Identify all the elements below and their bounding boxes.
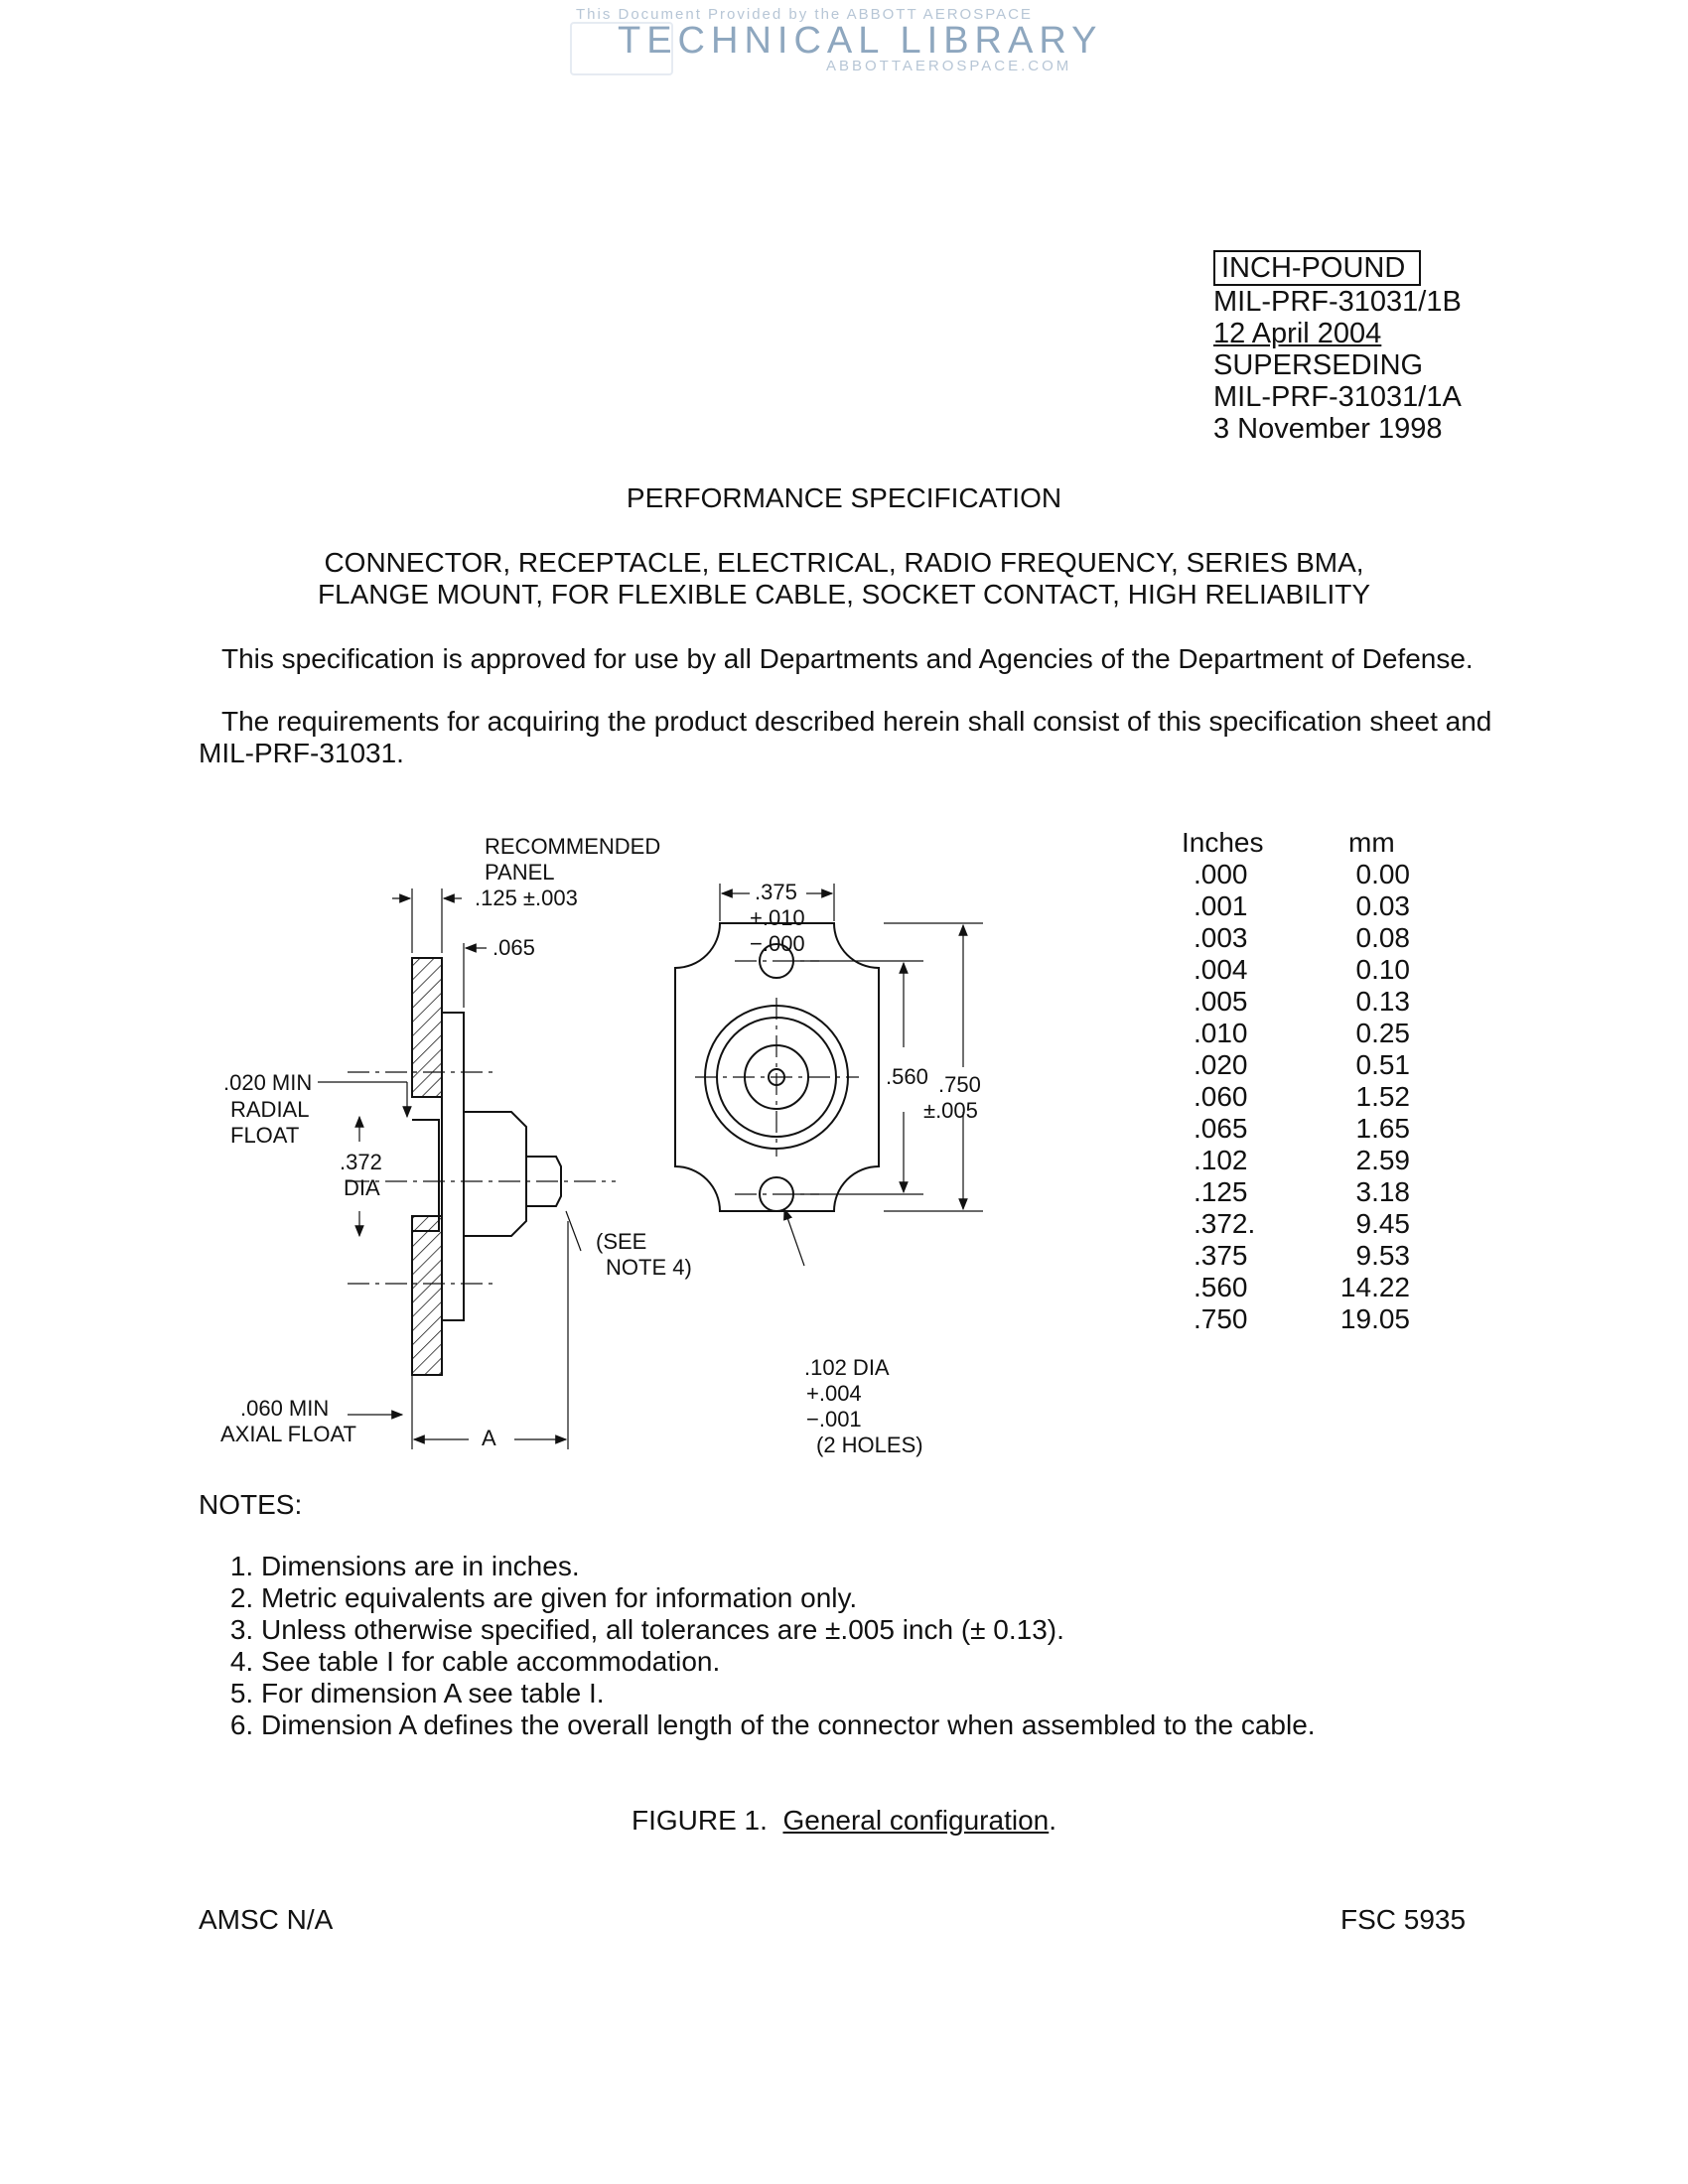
caption-prefix: FIGURE 1. [632, 1805, 768, 1836]
panel-lower [412, 1216, 442, 1375]
inches-value: .750 [1194, 1303, 1248, 1334]
label-radial-3: FLOAT [230, 1123, 300, 1148]
mm-column [1331, 827, 1410, 1335]
inches-value: .125 [1194, 1176, 1248, 1207]
footer-right: FSC 5935 [1340, 1904, 1467, 1935]
inches-value: .003 [1194, 922, 1248, 953]
inches-value: .065 [1194, 1113, 1248, 1144]
inches-value: .102 [1194, 1145, 1248, 1175]
label-dia-372: .372 [340, 1150, 382, 1174]
watermark-line2: TECHNICAL LIBRARY [618, 20, 1103, 62]
flange-body [442, 1013, 464, 1320]
notes-list [223, 1551, 1316, 1741]
requirements-line1: The requirements for acquiring the product described herein shall consist of this specification sheet and [221, 706, 1492, 737]
mm-value: 14.22 [1339, 1272, 1410, 1302]
label-dim-375: .375 [755, 880, 797, 904]
front-view [675, 884, 983, 1266]
spec-type: PERFORMANCE SPECIFICATION [626, 482, 1062, 513]
label-dim-750: .750 [938, 1072, 981, 1097]
label-axial-1: .060 MIN [240, 1396, 330, 1421]
note-item: 3. Unless otherwise specified, all tolerances are ±.005 inch (± 0.13). [261, 1614, 1316, 1646]
inches-value: .004 [1194, 954, 1248, 985]
superseded-number: MIL-PRF-31031/1A [1213, 381, 1462, 413]
inches-value: .020 [1194, 1049, 1248, 1080]
approval-paragraph: This specification is approved for use by all Departments and Agencies of the Department of Defense. [221, 643, 1474, 674]
caption-suffix: . [1049, 1805, 1056, 1836]
mm-value: 1.65 [1355, 1113, 1410, 1144]
mm-value: 3.18 [1355, 1176, 1410, 1207]
inches-value: .372. [1194, 1208, 1256, 1239]
mm-header: mm [1348, 827, 1395, 858]
mm-value: 19.05 [1339, 1303, 1410, 1334]
label-dim-065: .065 [492, 935, 535, 960]
label-dim-a: A [482, 1426, 496, 1450]
title-line2: FLANGE MOUNT, FOR FLEXIBLE CABLE, SOCKET CONTACT, HIGH RELIABILITY [317, 579, 1371, 610]
panel-upper [412, 958, 442, 1097]
figure-caption [0, 1805, 1688, 1837]
label-dim-375-plus: +.010 [750, 905, 805, 930]
mm-value: 2.59 [1355, 1145, 1410, 1175]
mm-value: 0.10 [1355, 954, 1410, 985]
label-dim-125: .125 ±.003 [475, 886, 578, 910]
note-item: 1. Dimensions are in inches. [261, 1551, 1316, 1582]
inches-header: Inches [1182, 827, 1264, 858]
mm-value: 0.25 [1355, 1018, 1410, 1048]
caption-title: General configuration [782, 1805, 1050, 1836]
mm-value: 9.45 [1355, 1208, 1410, 1239]
inches-value: .001 [1194, 890, 1248, 921]
note-item: 5. For dimension A see table I. [261, 1678, 1316, 1709]
inches-value: .010 [1194, 1018, 1248, 1048]
note-item: 2. Metric equivalents are given for information only. [261, 1582, 1316, 1614]
note-item: 4. See table I for cable accommodation. [261, 1646, 1316, 1678]
label-panel: PANEL [485, 860, 555, 885]
label-dim-560: .560 [886, 1064, 928, 1089]
label-axial-2: AXIAL FLOAT [220, 1422, 356, 1446]
mm-value: 0.13 [1355, 986, 1410, 1017]
label-hole-3: −.001 [806, 1407, 862, 1432]
inches-value: .005 [1194, 986, 1248, 1017]
notes-heading: NOTES: [199, 1489, 303, 1520]
inch-pound-box: INCH-POUND [1213, 250, 1421, 286]
inches-value: .375 [1194, 1240, 1248, 1271]
watermark-line3: ABBOTTAEROSPACE.COM [826, 58, 1072, 74]
mm-value: 1.52 [1355, 1081, 1410, 1112]
mm-value: 0.00 [1355, 859, 1410, 889]
mm-value: 0.08 [1355, 922, 1410, 953]
superseded-date: 3 November 1998 [1213, 413, 1443, 445]
watermark-line1: This Document Provided by the ABBOTT AEROSPACE [576, 6, 1033, 23]
label-see-note-1: (SEE [596, 1229, 647, 1254]
doc-number: MIL-PRF-31031/1B [1213, 286, 1462, 318]
label-dia: DIA [344, 1175, 380, 1200]
footer-left: AMSC N/A [199, 1904, 334, 1935]
inches-value: .060 [1194, 1081, 1248, 1112]
mm-value: 0.03 [1355, 890, 1410, 921]
inches-column [1182, 827, 1291, 1335]
doc-header [1213, 250, 1462, 445]
label-see-note-2: NOTE 4) [606, 1255, 692, 1280]
title-line1: CONNECTOR, RECEPTACLE, ELECTRICAL, RADIO FREQUENCY, SERIES BMA, [324, 547, 1364, 578]
label-hole-4: (2 HOLES) [816, 1433, 923, 1457]
dimension-labels [220, 834, 981, 1457]
label-hole-1: .102 DIA [804, 1355, 890, 1380]
mm-value: 0.51 [1355, 1049, 1410, 1080]
label-recommended: RECOMMENDED [485, 834, 661, 859]
connector-drawing [199, 814, 1092, 1479]
label-dim-750-tol: ±.005 [923, 1098, 978, 1123]
superseding-label: SUPERSEDING [1213, 349, 1424, 381]
rear-tube [412, 1120, 439, 1231]
label-hole-2: +.004 [806, 1381, 862, 1406]
label-dim-375-minus: −.000 [750, 931, 805, 956]
watermark [566, 0, 1103, 79]
mm-value: 9.53 [1355, 1240, 1410, 1271]
label-radial-2: RADIAL [230, 1097, 310, 1122]
label-radial-1: .020 MIN [223, 1070, 313, 1095]
requirements-line2: MIL-PRF-31031. [199, 738, 404, 768]
inches-value: .560 [1194, 1272, 1248, 1302]
doc-date: 12 April 2004 [1213, 318, 1382, 349]
connector-body [464, 1112, 526, 1236]
inches-value: .000 [1194, 859, 1248, 889]
note-item: 6. Dimension A defines the overall length of the connector when assembled to the cable. [261, 1709, 1316, 1741]
